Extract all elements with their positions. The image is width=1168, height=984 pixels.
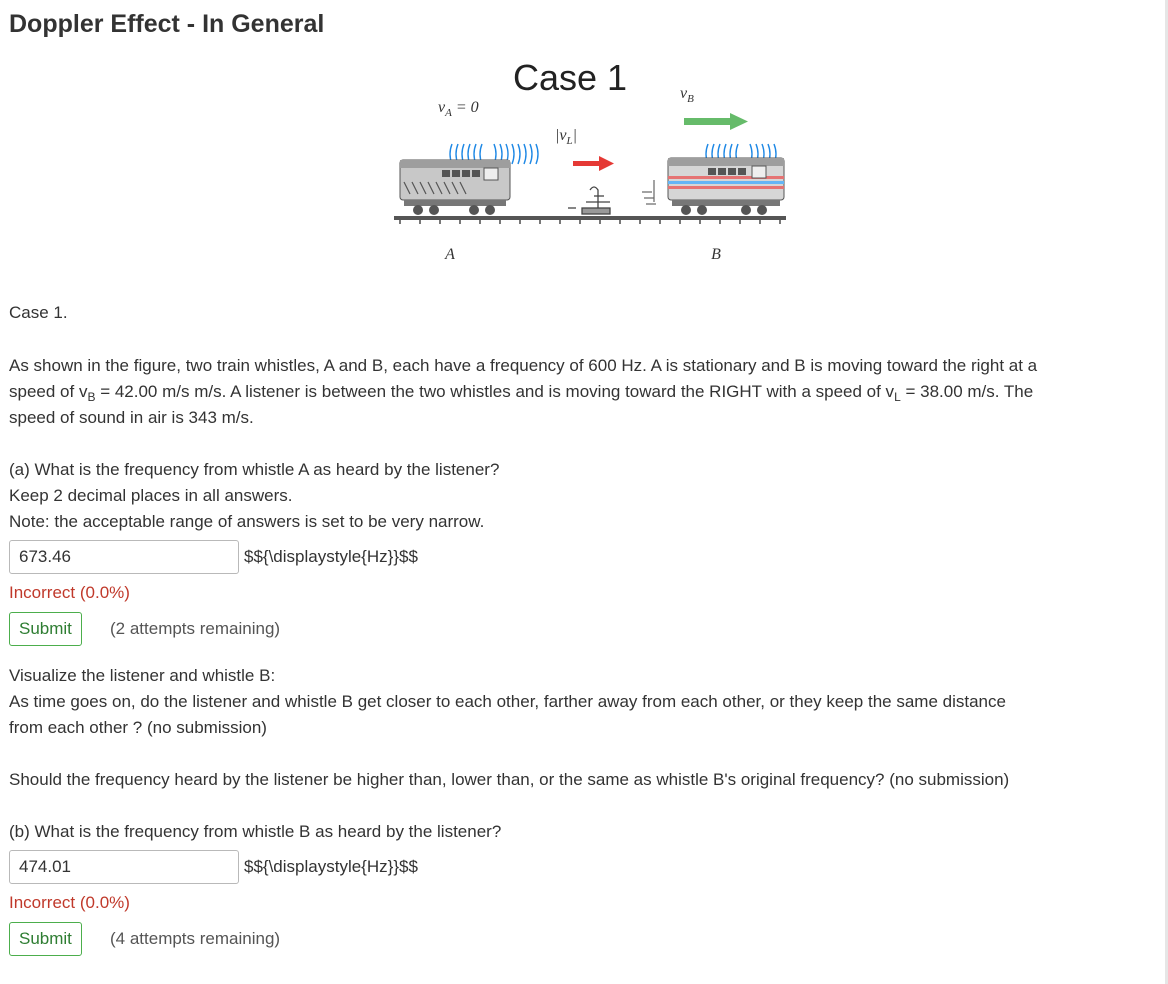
train-b-velocity-arrow <box>684 113 748 130</box>
intro-line-3: speed of sound in air is 343 m/s. <box>9 408 254 427</box>
intro-line-1: As shown in the figure, two train whistles, A and B, each have a frequency of 600 Hz. A is stationary and B is moving toward the right at a <box>9 356 1038 375</box>
page-title: Doppler Effect - In General <box>9 10 325 38</box>
answer-a-input[interactable] <box>9 540 239 574</box>
label-vl: $|v_L|$ <box>555 127 578 147</box>
visualize-line-1: Visualize the listener and whistle B: <box>9 666 276 685</box>
submit-b-button[interactable]: Submit <box>9 922 82 956</box>
answer-b-input[interactable] <box>9 850 239 884</box>
train-a <box>400 160 510 215</box>
submit-a-button[interactable]: Submit <box>9 612 82 646</box>
intro-line-2: speed of $v_B = 42.00$ m/s m/s. A listener is between the two whistles and is moving toward the RIGHT with a speed of $v_L = 38.00$ m/s. The <box>9 382 1034 404</box>
rail-track <box>394 216 786 224</box>
frequency-question: Should the frequency heard by the listener be higher than, lower than, or the same as whistle B's original frequency? (no submission) <box>9 770 1010 789</box>
answer-a-attempts: (2 attempts remaining) <box>110 619 281 638</box>
label-va: $v_A = 0$ <box>438 99 479 119</box>
answer-b-status: Incorrect (0.0%) <box>9 893 130 912</box>
label-b: B <box>711 246 721 263</box>
doppler-figure <box>390 52 790 272</box>
label-a: A <box>445 246 455 263</box>
figure-heading: Case 1 <box>512 57 628 98</box>
question-a-line-3: Note: the acceptable range of answers is set to be very narrow. <box>9 512 485 531</box>
visualize-line-2: As time goes on, do the listener and whistle B get closer to each other, farther away from each other, or they keep the same distance <box>9 692 1006 711</box>
visualize-line-3: from each other ? (no submission) <box>9 718 267 737</box>
doppler-diagram <box>390 52 790 272</box>
question-a-line-2: Keep 2 decimal places in all answers. <box>9 486 293 505</box>
train-b <box>668 158 784 215</box>
question-b-line-1: (b) What is the frequency from whistle B as heard by the listener? <box>9 822 502 841</box>
motion-lines <box>642 180 656 204</box>
answer-a-unit: $${\displaystyle{Hz}}$$ <box>244 547 418 566</box>
label-vb: $v_B$ <box>680 85 694 105</box>
question-a-line-1: (a) What is the frequency from whistle A as heard by the listener? <box>9 460 500 479</box>
answer-b-attempts: (4 attempts remaining) <box>110 929 281 948</box>
case-label: Case 1. <box>9 303 68 322</box>
answer-b-unit: $${\displaystyle{Hz}}$$ <box>244 857 418 876</box>
listener <box>568 187 610 214</box>
answer-a-status: Incorrect (0.0%) <box>9 583 130 602</box>
listener-velocity-arrow <box>573 156 614 171</box>
